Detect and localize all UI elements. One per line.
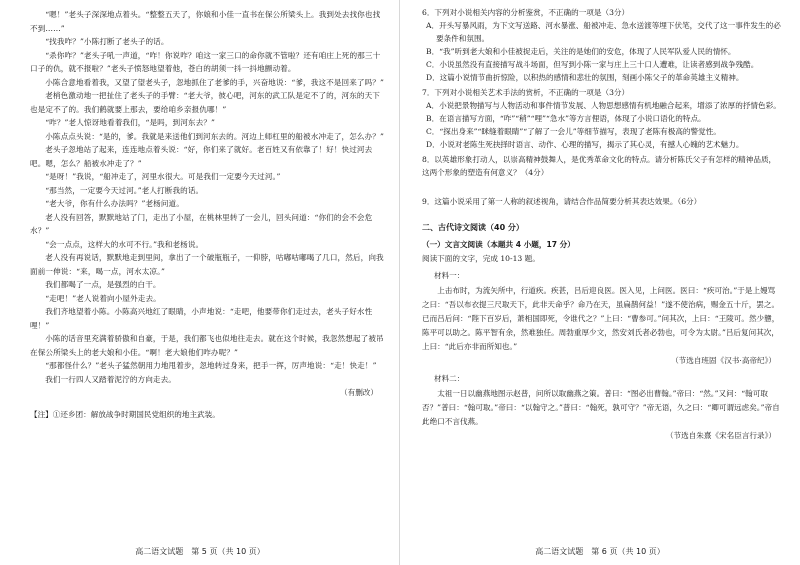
story-paragraph: 老人没有回答，默默地站了门，走出了小屋，在桃林里转了一会儿，回头问道：“你们的会不会危水？”: [30, 212, 373, 235]
story-paragraph: “那当然，一定要今天过河。”老人打断我的话。: [45, 185, 204, 195]
material-2-text: 太祖一日以幽燕地图示赵普，问所以取幽燕之策。普曰：“图必出曹翰。”帝曰：“然。”又问：“翰可取否？”普曰：“翰可取。”帝曰：“以翰守之。”普曰：“翰死，孰可守？”帝无语，久之曰：“卿可谓远虑矣。”帝自此绝口不言伐燕。: [422, 389, 780, 426]
material-1-text: 上击布时，为流矢所中，行道疾。疾甚，吕后迎良医。医入见，上问医。医曰：“疾可治。”于是上嫚骂之曰：“吾以布衣提三尺取天下，此非天命乎？命乃在天，虽扁鹊何益！”遂不使治病，赐金五十斤，罢之。已而吕后问：“陛下百岁后，萧相国即死，令谁代之？”上曰：“曹参可。”问其次，上曰：“王陵可。然少戆，陈平可以助之。陈平智有余，然难独任。周勃重厚少文，然安刘氏者必勃也，可令为太尉。”吕后复问其次，上曰：“此后亦非而所知也。”: [422, 286, 780, 351]
story-paragraph: 小陈合意地看着我，又望了望老头子，忽地抓住了老爹的手，兴奋地说：“爹，我这不是回来了吗？”: [45, 77, 384, 87]
material-2-source: （节选自朱熹《宋名臣言行录》）: [665, 431, 776, 440]
answer-space: [422, 179, 782, 193]
q7-option-c: C．“探出身来”“眯缝着眼睛”“了解了一会儿”等细节描写，表现了老陈有极高的警觉性。: [426, 127, 721, 136]
material-1-source: （节选自班固《汉书·高帝纪》）: [671, 356, 776, 365]
answer-space: [422, 208, 782, 214]
q6-option-a: A．开头写暴风雨，为下文写送路、河水暴涨、船被冲走、急水送渡等埋下伏笔，交代了这一事件发生的必要条件和氛围。: [426, 21, 781, 43]
story-paragraph: “会一点点，这样大的水可不行。”我和老杨说。: [45, 239, 204, 249]
material-2-label: 材料二：: [434, 374, 465, 383]
reading-instruction: 阅读下面的文字，完成 10-13 题。: [422, 254, 540, 263]
q7-option-d: D．小说对老陈生死抉择时语言、动作、心理的描写，揭示了其心灵，有撼人心魄的艺术魅力。: [426, 140, 744, 149]
page-footer-5: 高二语文试题 第 5 页（共 10 页）: [135, 547, 265, 556]
story-paragraph: 我们一行四人又踏着泥泞的方向走去。: [45, 374, 176, 384]
section-heading: 二、古代诗文阅读（40 分）: [422, 223, 524, 232]
story-paragraph: 老梢色激动地一把扯住了老头子的手臂：“老大爷，彼心吧，河东的武工队是定不了的，河东的天下也是定不了的。我们鹤就要上那去，要给咱乡亲报仇哪！”: [30, 91, 380, 114]
story-paragraph: 我们齐地望着小陈。小陈高兴地红了眼睛，小声地说：“走吧，他要带你们走过去，老头子好水性哩！”: [30, 307, 373, 330]
story-text: [30, 8, 384, 386]
q7-option-b: B．在语言描写方面，“咋”“稍”“哩”“急水”等方言俚语，体现了小说口语化的特点。: [426, 114, 706, 123]
page-footer-6: 高二语文试题 第 6 页（共 10 页）: [535, 547, 665, 556]
excerpt-note: （有删改）: [340, 388, 378, 397]
footnote: 【注】①还乡团：解放战争时期国民党组织的地主武装。: [30, 410, 220, 419]
story-paragraph: “老大爷，你有什么办法吗？”老杨问道。: [45, 199, 184, 208]
story-paragraph: 小陈的话音里充满着骄傲和自豪，于是，我们都飞也似地往走去。就在这个时候，我忽然想起了被吊在保公所梁头上的老大娘和小佳。“啊！老大娘他们咋办呢？”: [30, 334, 384, 357]
material-1-label: 材料一：: [434, 271, 465, 280]
page-6: [400, 0, 800, 565]
story-paragraph: 我们都喝了一点，是强烈的白干。: [45, 280, 161, 289]
subsection-heading: （一）文言文阅读（本题共 4 小题，17 分）: [422, 240, 575, 249]
story-paragraph: 老头子忽地站了起来，连连地点着头说：“好，你们来了就好。老百姓又有依靠了！好！快过河去吧。嗯，怎么？船被水冲走了？”: [30, 145, 373, 168]
story-paragraph: “那都怪什么？”老头子猛然朝用力地甩着步，忽地转过身来，把手一挥，厉声地说：“走！快走！”: [45, 361, 377, 370]
q6-option-d: D．这篇小说情节曲折惊险，以积热的感情和悲壮的氛围，刻画小陈父子的革命英雄主义精神。: [426, 73, 744, 82]
question-7: 7．下列对小说相关艺术手法的赏析，不正确的一项是（3分）: [422, 88, 630, 97]
story-paragraph: “是呀！”我说，“船冲走了，河里水很大。可是我们一定要今天过河。”: [45, 172, 281, 181]
story-paragraph: 小陈点点头说：“是的，爹。我就是来送他们到河东去的。河边上师杠里的船被水冲走了，怎么办？”: [45, 131, 384, 141]
story-paragraph: “杀你咋？”老头子吼一声道，“咋！你说咋？咱这一家三口的命你就不管啦？还有咱庄上死的那三十口子的仇，就不报啦？”老头子愤怒地望着他，苍白的胡须一抖一抖地颤动着。: [30, 50, 381, 73]
question-6: 6．下列对小说相关内容的分析鉴赏，不正确的一项是（3分）: [422, 8, 630, 17]
q7-option-a: A．小说把景物描写与人物活动和事件情节发展、人物思想感情有机地融合起来，增添了浓厚的抒情色彩。: [426, 101, 781, 110]
story-paragraph: “嗯！”老头子深深地点着头。“整整五天了，你娘和小佳一直书在保公所梁头上。我到处去找你也找不到……”: [30, 10, 381, 33]
question-8: 8．以英雄形象打动人，以崇高精神鼓舞人，是优秀革命文化的特点。请分析陈氏父子有怎样的精神品质，这两个形象的塑造有何意义？（4分）: [422, 155, 777, 177]
q6-option-c: C．小说虽然没有直接描写战斗场面，但写到小陈一家与庄上三十口人遭难，让读者感到战争残酷。: [426, 60, 759, 69]
story-paragraph: 老人没有再说话，默默地走到里间，拿出了一个破瓶瓶子，一仰脖，咕嘟咕嘟喝了几口，然后，向我面前一伸说：“来，喝一点，河水太凉。”: [30, 253, 384, 276]
q6-option-b: B．“我”听到老大娘和小佳被捉走后，关注的是她们的安危，体现了人民军队爱人民的情怀。: [426, 47, 736, 56]
story-paragraph: “找我咋？”小陈打断了老头子的话。: [45, 37, 169, 46]
story-paragraph: “咋？”老人惊讶地看着我们，“是吗，到河东去？”: [45, 118, 215, 127]
question-9: 9．这篇小说采用了第一人称的叙述视角，请结合作品简要分析其表达效果。（6分）: [422, 197, 702, 206]
story-paragraph: “走吧！”老人说着向小屋外走去。: [45, 293, 161, 303]
